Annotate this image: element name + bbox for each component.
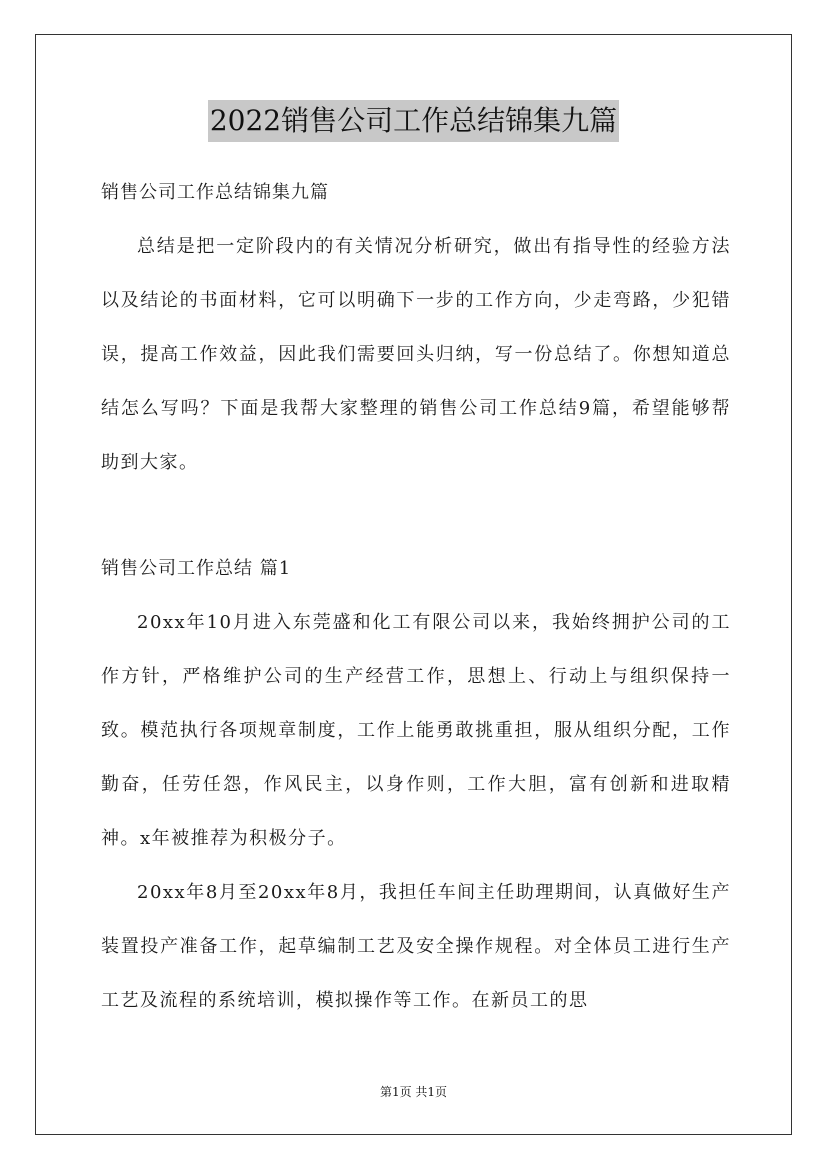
document-subtitle: 销售公司工作总结锦集九篇 [101, 182, 329, 203]
page-footer: 第1页 共1页 [379, 1085, 448, 1099]
body-paragraph: 20xx年10月进入东莞盛和化工有限公司以来，我始终拥护公司的工作方针，严格维护公司的生产经营工作，思想上、行动上与组织保持一致。模范执行各项规章制度，工作上能勇敢挑重担，服从组织分配，工作勤奋，任劳任怨，作风民主，以身作则，工作大胆，富有创新和进取精神。x年被推荐为积极分子。 [101, 612, 731, 849]
document-body [101, 166, 731, 1028]
section-heading: 销售公司工作总结 篇1 [101, 558, 292, 579]
title-wrap [0, 100, 827, 142]
document-title: 2022销售公司工作总结锦集九篇 [208, 100, 619, 142]
section-gap [101, 490, 731, 542]
body-paragraph: 20xx年8月至20xx年8月，我担任车间主任助理期间，认真做好生产装置投产准备工作，起草编制工艺及安全操作规程。对全体员工进行生产工艺及流程的系统培训，模拟操作等工作。在新员工的思 [101, 882, 731, 1011]
intro-paragraph: 总结是把一定阶段内的有关情况分析研究，做出有指导性的经验方法以及结论的书面材料，它可以明确下一步的工作方向，少走弯路，少犯错误，提高工作效益，因此我们需要回头归纳，写一份总结了。你想知道总结怎么写吗？下面是我帮大家整理的销售公司工作总结9篇，希望能够帮助到大家。 [101, 236, 731, 473]
